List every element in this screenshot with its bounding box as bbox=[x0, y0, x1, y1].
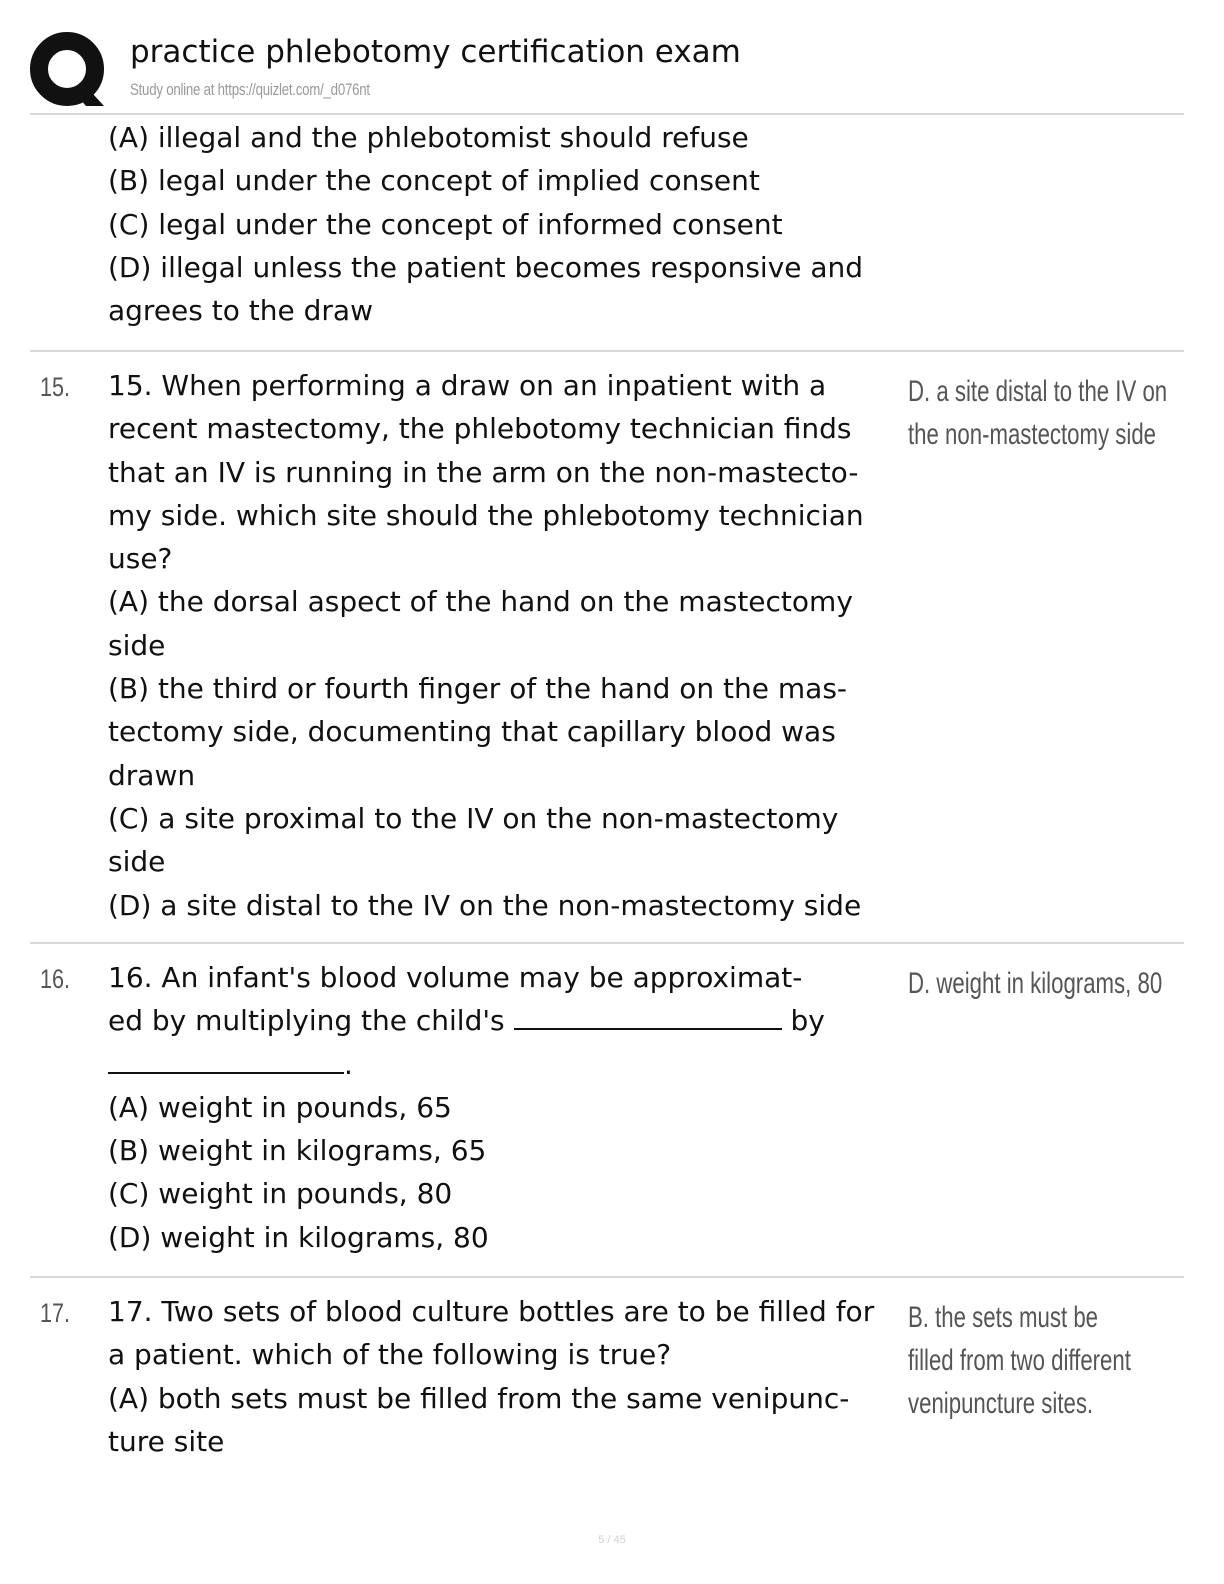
answer-line: B. the sets must be bbox=[908, 1301, 1099, 1334]
answer-text bbox=[908, 370, 1184, 456]
question-number: 15. bbox=[40, 372, 71, 402]
option-a: (A) weight in pounds, 65 bbox=[108, 1090, 452, 1124]
answer-line: D. weight in kilograms, 80 bbox=[908, 967, 1163, 1000]
question-fragment: . bbox=[344, 1047, 353, 1081]
fill-in-blank bbox=[108, 1050, 344, 1074]
option-b-continued: tectomy side, documenting that capillary blood was bbox=[108, 715, 836, 749]
question-fragment: by bbox=[790, 1004, 825, 1038]
question-line: use? bbox=[108, 542, 173, 576]
option-d: (D) a site distal to the IV on the non-mastectomy side bbox=[108, 888, 862, 922]
question-text bbox=[108, 352, 908, 927]
page-header bbox=[30, 30, 1184, 114]
study-online-link[interactable]: Study online at https://quizlet.com/_d076nt bbox=[130, 80, 370, 99]
question-line: 15. When performing a draw on an inpatient with a bbox=[108, 369, 827, 402]
question-fragment: ed by multiplying the child's bbox=[108, 1004, 505, 1038]
question-row-16 bbox=[30, 944, 1184, 1278]
answer-line: venipuncture sites. bbox=[908, 1387, 1094, 1420]
question-text bbox=[108, 116, 908, 332]
option-d: (D) weight in kilograms, 80 bbox=[108, 1220, 489, 1254]
question-row-15 bbox=[30, 352, 1184, 944]
option-b-continued: drawn bbox=[108, 758, 196, 792]
option-d-continued: agrees to the draw bbox=[108, 294, 373, 328]
page-number: 5 / 45 bbox=[598, 1534, 626, 1546]
quizlet-logo-icon bbox=[30, 32, 108, 110]
option-a: (A) the dorsal aspect of the hand on the mastectomy bbox=[108, 585, 853, 619]
option-b: (B) weight in kilograms, 65 bbox=[108, 1134, 487, 1168]
option-b: (B) legal under the concept of implied consent bbox=[108, 164, 760, 198]
answer-text bbox=[908, 962, 1184, 1005]
question-line: recent mastectomy, the phlebotomy technician finds bbox=[108, 412, 852, 446]
option-b: (B) the third or fourth finger of the hand on the mas- bbox=[108, 672, 848, 706]
option-a-continued: ture site bbox=[108, 1424, 225, 1458]
option-c-continued: side bbox=[108, 845, 166, 879]
question-line: my side. which site should the phlebotomy technician bbox=[108, 498, 864, 532]
question-text bbox=[108, 944, 908, 1259]
question-line: 16. An infant's blood volume may be approximat- bbox=[108, 961, 803, 994]
question-number: 16. bbox=[40, 964, 71, 994]
document-title: practice phlebotomy certification exam bbox=[130, 34, 741, 70]
question-line: 17. Two sets of blood culture bottles are to be filled for bbox=[108, 1295, 875, 1328]
question-number: 17. bbox=[40, 1298, 71, 1328]
answer-line: filled from two different bbox=[908, 1344, 1131, 1377]
option-c: (C) weight in pounds, 80 bbox=[108, 1177, 453, 1211]
question-list bbox=[30, 116, 1184, 1478]
option-c: (C) a site proximal to the IV on the non-mastectomy bbox=[108, 801, 839, 835]
question-line bbox=[108, 999, 908, 1042]
answer-line: D. a site distal to the IV on bbox=[908, 375, 1168, 408]
option-a-continued: side bbox=[108, 628, 166, 662]
option-c: (C) legal under the concept of informed consent bbox=[108, 207, 783, 241]
answer-line: the non-mastectomy side bbox=[908, 418, 1157, 451]
header-divider bbox=[30, 113, 1184, 115]
question-row-14-continued bbox=[30, 116, 1184, 352]
option-a: (A) both sets must be filled from the same venipunc- bbox=[108, 1381, 850, 1415]
answer-text bbox=[908, 1296, 1184, 1425]
question-text bbox=[108, 1278, 908, 1463]
fill-in-blank bbox=[514, 1006, 782, 1030]
question-row-17 bbox=[30, 1278, 1184, 1478]
question-line: that an IV is running in the arm on the non-mastecto- bbox=[108, 455, 859, 489]
question-line: a patient. which of the following is true? bbox=[108, 1338, 672, 1372]
option-a: (A) illegal and the phlebotomist should refuse bbox=[108, 121, 749, 154]
option-d: (D) illegal unless the patient becomes responsive and bbox=[108, 250, 864, 284]
question-line bbox=[108, 1043, 908, 1086]
